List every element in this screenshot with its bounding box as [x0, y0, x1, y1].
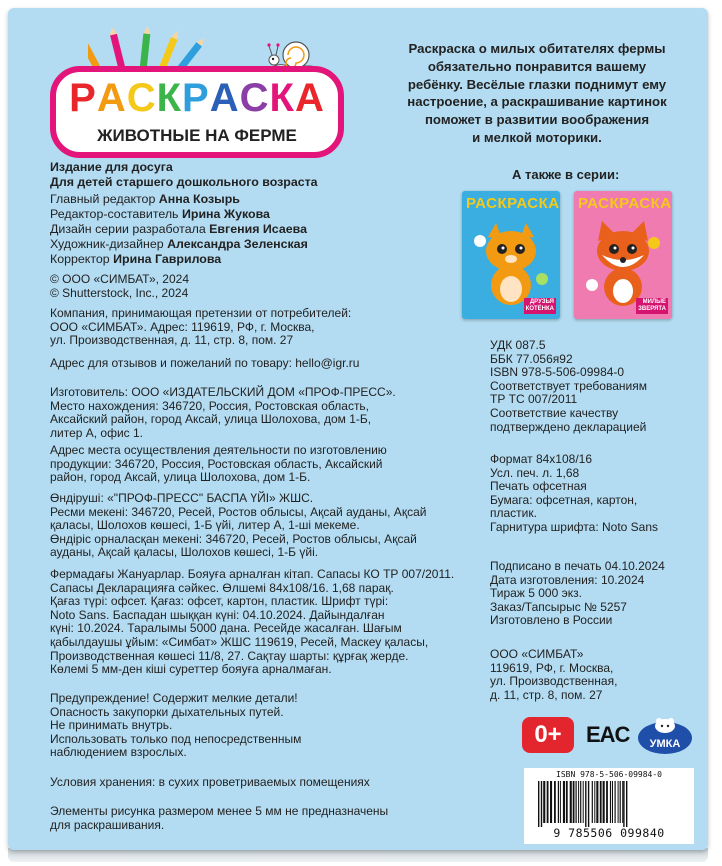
series-book-title: РАСКРАСКА — [578, 195, 672, 212]
logo-letter: А — [96, 76, 127, 120]
credits-list — [50, 192, 308, 267]
kitten-icon — [472, 219, 550, 309]
eac-mark: EAC — [586, 722, 630, 747]
classification-info: УДК 087.5 ББК 77.056я92 ISBN 978-5-506-09984-0 Соответствует требованиям ТР ТС 007/2011 Соответствие качеству подтверждено декларацией — [490, 338, 647, 434]
logo-title — [56, 76, 338, 120]
fox-icon — [584, 219, 662, 309]
barcode-digits: 9 785506 099840 — [553, 826, 665, 840]
print-info: Подписано в печать 04.10.2024 Дата изготовления: 10.2024 Тираж 5 000 экз. Заказ/Тапсырыс № 5257 Изготовлено в России — [490, 559, 665, 628]
series-heading: А также в серии: — [512, 167, 620, 182]
feedback-address: Адрес для отзывов и пожеланий по товару: hello@igr.ru — [50, 356, 360, 370]
safety-warning: Предупреждение! Содержит мелкие детали! Опасность закупорки дыхательных путей. Не принимать внутрь. Использовать только под непосредственным наблюдением взрослых. — [50, 691, 302, 760]
edition-line-2: Для детей старшего дошкольного возраста — [50, 175, 318, 189]
series-book-title: РАСКРАСКА — [466, 195, 560, 212]
credit-line: Художник-дизайнер Александра Зеленская — [50, 237, 308, 251]
description: Раскраска о милых обитателях фермы обязательно понравится вашему ребёнку. Весёлые глазки поднимут ему настроение, а раскрашивание картинок поможет в развитии воображения и мелкой моторики. — [407, 41, 667, 145]
credit-line: Главный редактор Анна Козырь — [50, 192, 240, 206]
credit-line: Дизайн серии разработала Евгения Исаева — [50, 222, 307, 236]
series-book-cover — [462, 191, 560, 319]
logo-letter: С — [239, 76, 270, 120]
credit-line: Редактор-составитель Ирина Жукова — [50, 207, 270, 221]
logo-letter: Р — [69, 76, 97, 120]
logo-letter: К — [156, 76, 183, 120]
logo-letter: А — [209, 76, 240, 120]
series-book-caption: ДРУЗЬЯ КОТЁНКА — [525, 299, 554, 312]
claims-info: Компания, принимающая претензии от потребителей: ООО «СИМБАТ». Адрес: 119619, РФ, г. Москва, ул. Производственная, д. 11, стр. 8, пом. 27 — [50, 306, 352, 348]
series-book-caption: МИЛЫЕ ЗВЕРЯТА — [638, 299, 666, 312]
manufacturer-info: Изготовитель: ООО «ИЗДАТЕЛЬСКИЙ ДОМ «ПРОФ-ПРЕСС». Место нахождения: 346720, Россия, Ростовская область, Аксайский район, город Аксай, улица Шолохова, дом 1-Б, литер А, офис 1. — [50, 385, 396, 440]
format-info: Формат 84x108/16 Усл. печ. л. 1,68 Печать офсетная Бумага: офсетная, картон, пластик. Гарнитура шрифта: Noto Sans — [490, 452, 659, 534]
umka-logo-icon — [636, 716, 694, 756]
kazakh-details: Фермадағы Жануарлар. Бояуға арналған кітап. Сапасы КО ТР 007/2011. Сапасы Декларацияға сәйкес. Өлшемі 84x108/16. 1,68 парақ. Қағаз түрі: офсет. Қағаз: офсет, картон, пластик. Шрифт түрі: Noto Sans. Баспадан шыққан күні: 04.10.2024. Дайындалған күні: 10.2024. Таралымы 5000 дана. Ресейде жасалған. Шағым қабылдаушы ұйым: «Симбат» ЖШС 119619, Ресей, Маскеу қаласы, Производственная көшесі 11/8, 27. Сақтау шарты: құрғақ жерде. Көлемі 5 мм-ден кіші суреттер бояуға арналмаған. — [50, 567, 455, 677]
barcode-isbn: ISBN 978-5-506-09984-0 — [556, 770, 662, 779]
elements-note: Элементы рисунка размером менее 5 мм не предназначены для раскрашивания. — [50, 804, 389, 832]
logo-letter: К — [269, 76, 295, 120]
age-rating-badge: 0+ — [522, 717, 574, 753]
credit-line: Корректор Ирина Гаврилова — [50, 252, 222, 266]
barcode — [524, 768, 694, 844]
brand-logo-text: УМКА — [649, 738, 681, 750]
logo-subtitle: ЖИВОТНЫЕ НА ФЕРМЕ — [97, 126, 297, 145]
series-book-cover — [574, 191, 672, 319]
book-back-cover — [8, 8, 708, 850]
publisher-address: ООО «СИМБАТ» 119619, РФ, г. Москва, ул. Производственная, д. 11, стр. 8, пом. 27 — [490, 647, 618, 702]
logo-letter: Р — [182, 76, 210, 120]
storage-conditions: Условия хранения: в сухих проветриваемых помещениях — [50, 775, 370, 789]
kazakh-manufacturer: Өндіруші: «"ПРОФ-ПРЕСС" БАСПА ҮЙІ» ЖШС. Ресми мекені: 346720, Ресей, Ростов облысы, Ақсай ауданы, Ақсай қаласы, Шолохов көшесі, 1-Б үйі, литер А, 1-ші мекеме. Өндіріс орналасқан мекені: 346720, Ресей, Ростов облысы, Ақсай ауданы, Ақсай қаласы, Шолохов көшесі, 1-Б үйі. — [50, 491, 427, 560]
copyright: © ООО «СИМБАТ», 2024 © Shutterstock, Inc., 2024 — [50, 272, 189, 300]
cover-logo — [50, 66, 344, 158]
logo-letter: С — [126, 76, 157, 120]
barcode-bars — [538, 781, 686, 827]
logo-letter: А — [294, 76, 325, 120]
edition-line-1: Издание для досуга — [50, 160, 173, 174]
book-bottom-edge — [8, 848, 708, 862]
activity-address: Адрес места осуществления деятельности по изготовлению продукции: 346720, Россия, Ростовская область, Аксайский район, город Аксай, улица Шолохова, дом 1-Б. — [50, 443, 387, 485]
